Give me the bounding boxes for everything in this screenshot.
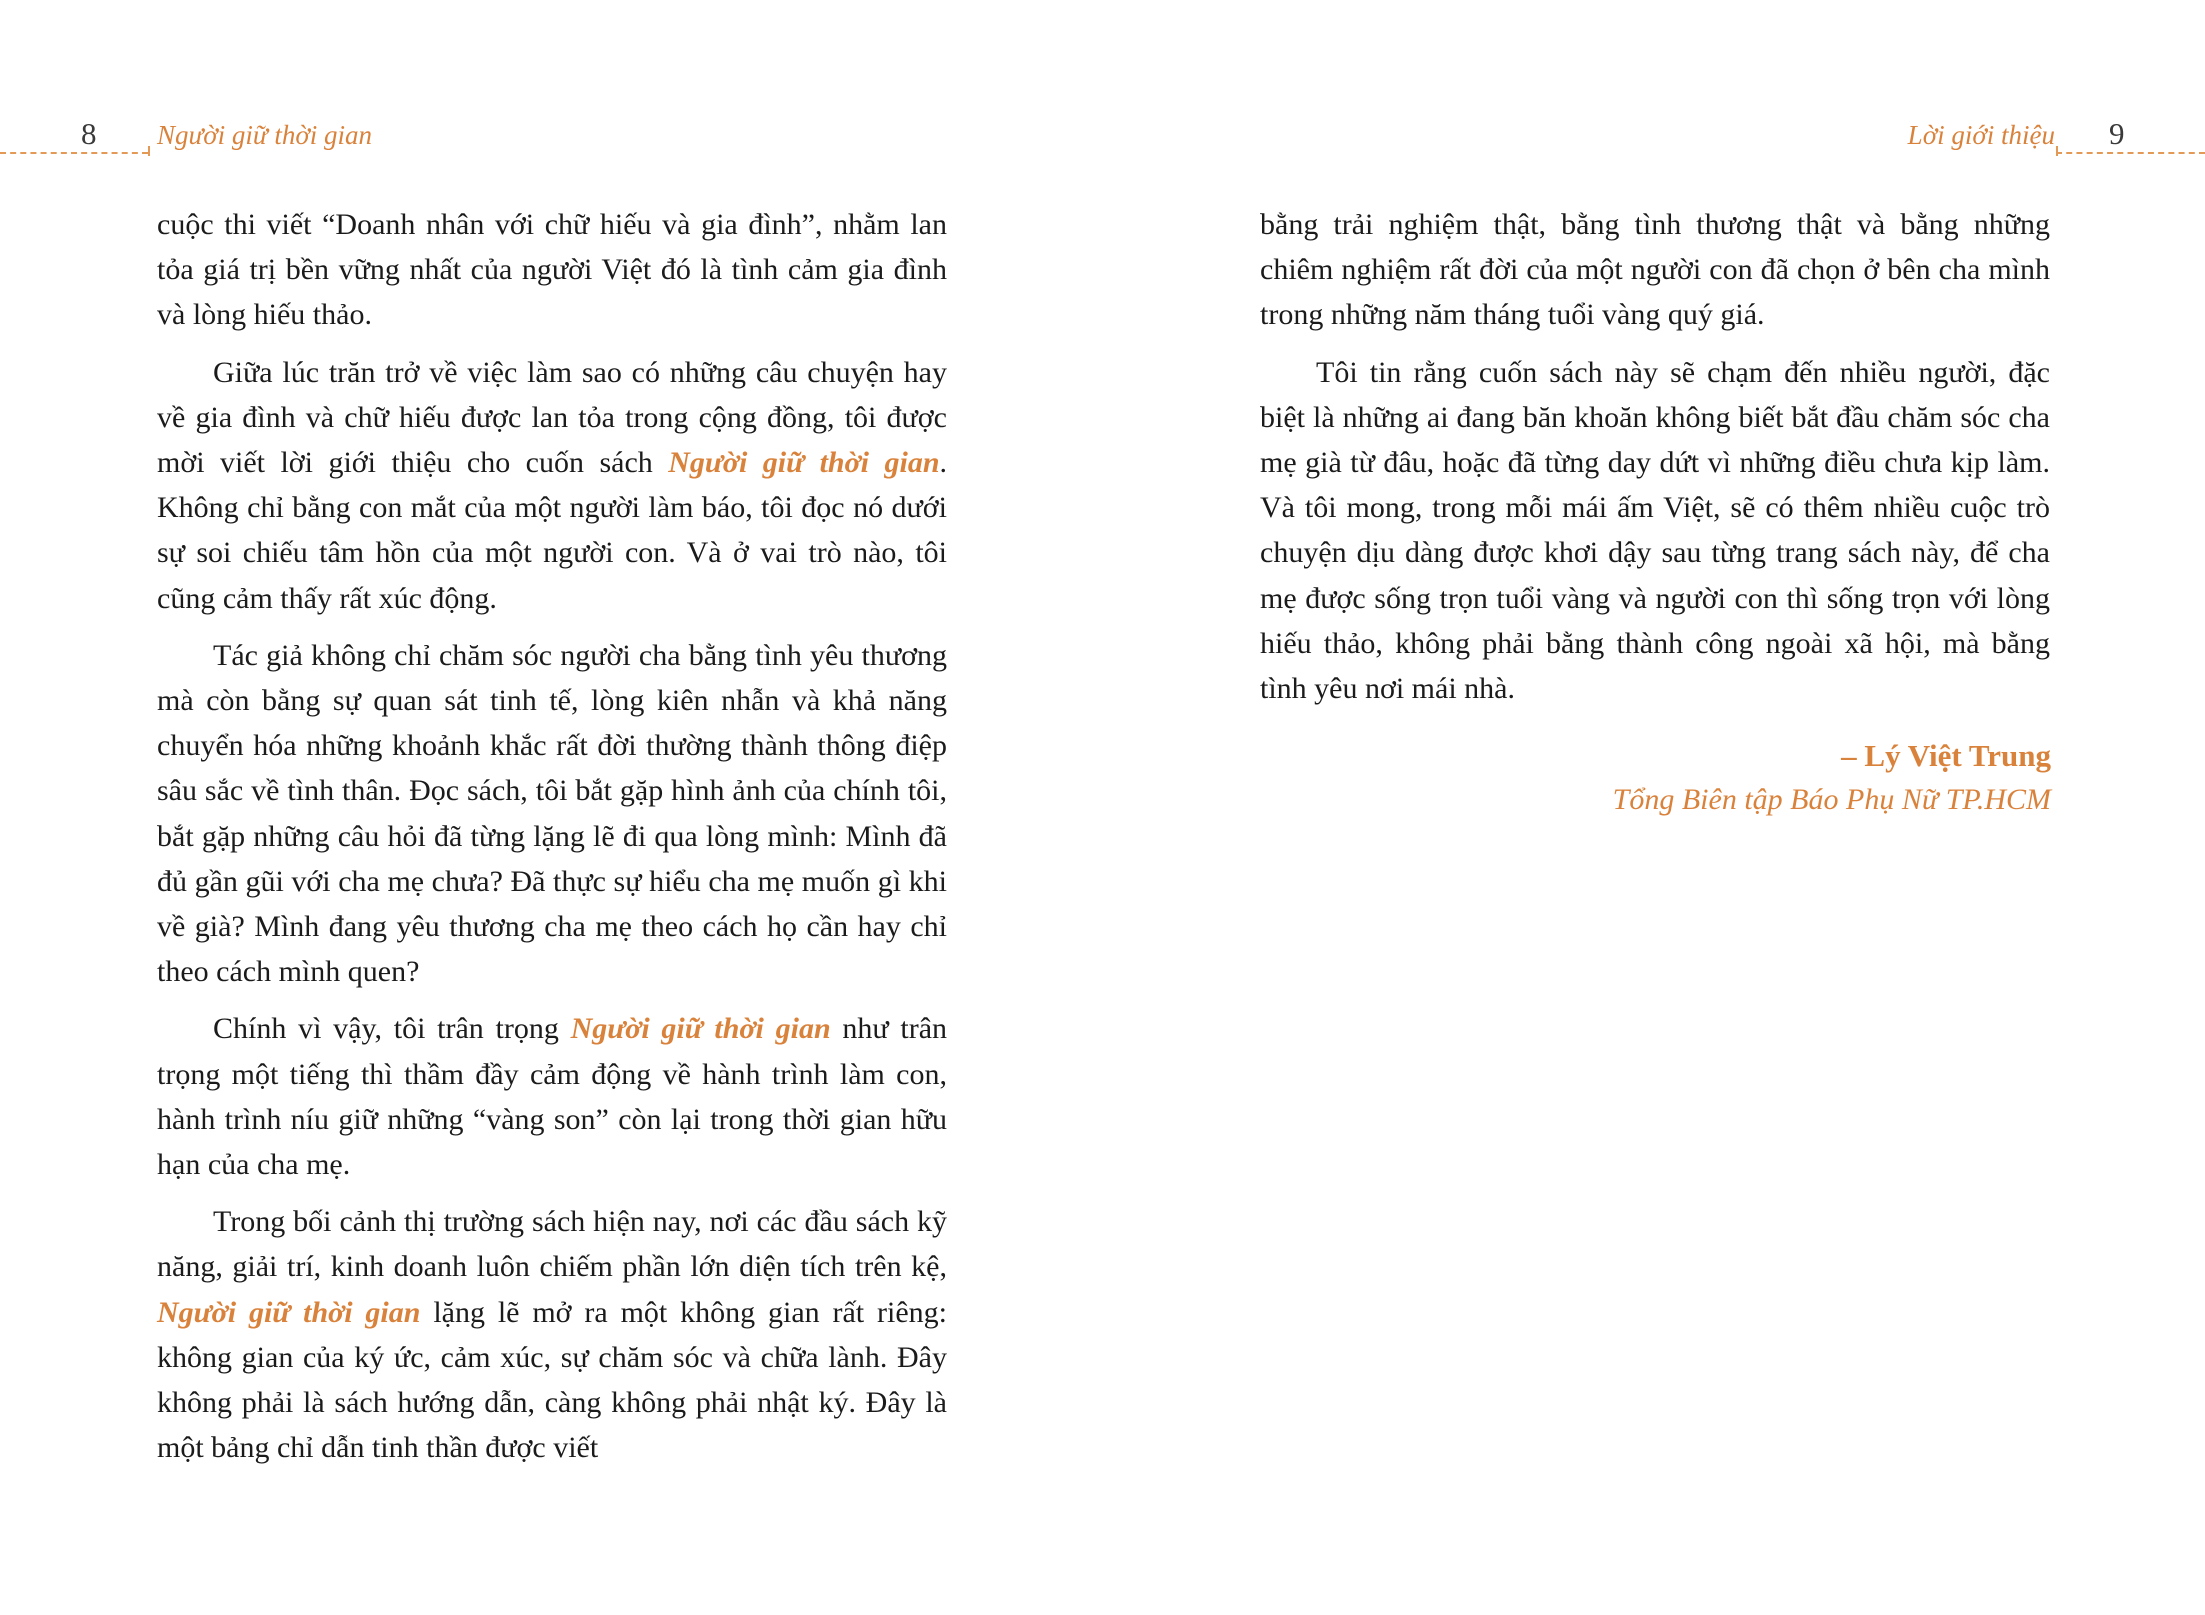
- header-rule-tick: [148, 146, 150, 156]
- page-number: 9: [2109, 116, 2125, 151]
- left-page: [0, 0, 1102, 1615]
- right-running-head: [1103, 112, 2205, 172]
- header-dash-rule: [0, 152, 148, 154]
- right-body-text: [1260, 202, 2050, 723]
- page-number: 8: [81, 116, 97, 151]
- paragraph: Tôi tin rằng cuốn sách này sẽ chạm đến nhiều người, đặc biệt là những ai đang băn khoăn không biết bắt đầu chăm sóc cha mẹ già từ đâu, hoặc đã từng day dứt vì những điều chưa kịp làm. Và tôi mong, trong mỗi mái ấm Việt, sẽ có thêm nhiều cuộc trò chuyện dịu dàng được khơi dậy sau từng trang sách này, để cha mẹ được sống trọn tuổi vàng và người con thì sống trọn với lòng hiếu thảo, không phải bằng thành công ngoài xã hội, mà bằng tình yêu nơi mái nhà.: [1260, 355, 2050, 706]
- signature-role: Tổng Biên tập Báo Phụ Nữ TP.HCM: [1612, 783, 2051, 816]
- header-rule-tick: [2056, 146, 2058, 156]
- paragraph: Tác giả không chỉ chăm sóc người cha bằng tình yêu thương mà còn bằng sự quan sát tinh tế, lòng kiên nhẫn và khả năng chuyển hóa những khoảnh khắc rất đời thường thành thông điệp sâu sắc về tình thân. Đọc sách, tôi bắt gặp hình ảnh của chính tôi, bắt gặp những câu hỏi đã từng lặng lẽ đi qua lòng mình: Mình đã đủ gần gũi với cha mẹ chưa? Đã thực sự hiểu cha mẹ muốn gì khi về già? Mình đang yêu thương cha mẹ theo cách họ cần hay chỉ theo cách mình quen?: [157, 638, 947, 989]
- left-body-text: [157, 202, 947, 1482]
- paragraph: Trong bối cảnh thị trường sách hiện nay, nơi các đầu sách kỹ năng, giải trí, kinh doanh luôn chiếm phần lớn diện tích trên kệ, Người giữ thời gian lặng lẽ mở ra một không gian rất riêng: không gian của ký ức, cảm xúc, sự chăm sóc và chữa lành. Đây không phải là sách hướng dẫn, càng không phải nhật ký. Đây là một bảng chỉ dẫn tinh thần được viết: [157, 1205, 947, 1465]
- book-title-reference: Người giữ thời gian: [157, 1295, 421, 1329]
- right-page: [1103, 0, 2205, 1615]
- author-signature: [1613, 734, 2051, 822]
- book-title-reference: Người giữ thời gian: [668, 446, 940, 480]
- running-title: Lời giới thiệu: [1907, 120, 2055, 150]
- paragraph: Giữa lúc trăn trở về việc làm sao có những câu chuyện hay về gia đình và chữ hiếu được lan tỏa trong cộng đồng, tôi được mời viết lời giới thiệu cho cuốn sách Người giữ thời gian. Không chỉ bằng con mắt của một người làm báo, tôi đọc nó dưới sự soi chiếu tâm hồn của một người con. Và ở vai trò nào, tôi cũng cảm thấy rất xúc động.: [157, 355, 948, 615]
- book-title-reference: Người giữ thời gian: [570, 1012, 831, 1046]
- signature-name: – Lý Việt Trung: [1841, 738, 2051, 773]
- paragraph: bằng trải nghiệm thật, bằng tình thương thật và bằng những chiêm nghiệm rất đời của một người con đã chọn ở bên cha mình trong những năm tháng tuổi vàng quý giá.: [1260, 208, 2050, 332]
- left-running-head: [0, 112, 1102, 172]
- paragraph: Chính vì vậy, tôi trân trọng Người giữ thời gian như trân trọng một tiếng thì thầm đầy cảm động về hành trình làm con, hành trình níu giữ những “vàng son” còn lại trong thời gian hữu hạn của cha mẹ.: [157, 1012, 948, 1182]
- running-title: Người giữ thời gian: [157, 120, 373, 150]
- header-dash-rule: [2056, 152, 2205, 154]
- paragraph: cuộc thi viết “Doanh nhân với chữ hiếu và gia đình”, nhằm lan tỏa giá trị bền vững nhất của người Việt đó là tình cảm gia đình và lòng hiếu thảo.: [157, 208, 947, 332]
